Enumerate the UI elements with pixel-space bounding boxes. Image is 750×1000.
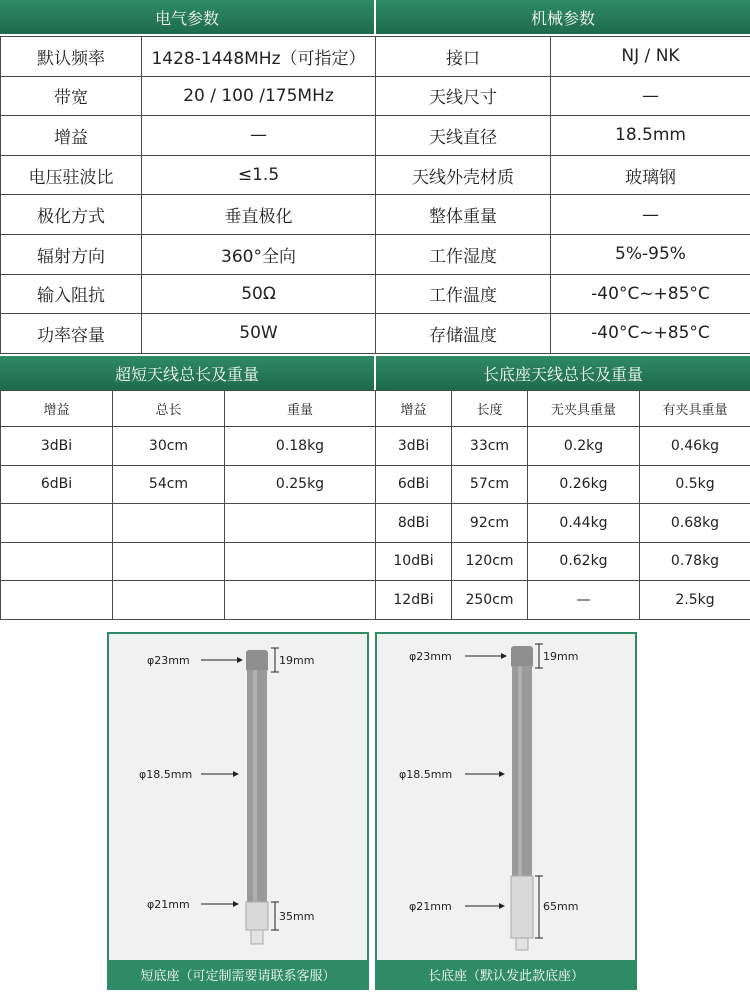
row-label-cell bbox=[1, 504, 113, 543]
value-cell: 0.78kg bbox=[640, 542, 750, 581]
spec-row bbox=[1, 274, 376, 314]
spec-row bbox=[376, 195, 750, 235]
column-header: 总长 bbox=[113, 391, 225, 427]
row-label-cell: 天线直径 bbox=[376, 116, 551, 156]
spec-row bbox=[376, 314, 750, 354]
value-cell: — bbox=[528, 581, 640, 620]
table-row bbox=[1, 504, 376, 543]
long-base-caption: 长底座（默认发此款底座） bbox=[377, 960, 635, 988]
value-cell: 0.18kg bbox=[225, 427, 376, 466]
body-diameter-label: φ18.5mm bbox=[399, 768, 453, 781]
spec-row bbox=[1, 314, 376, 354]
short-antenna-drawing bbox=[109, 634, 367, 964]
value-cell: 92cm bbox=[452, 504, 528, 543]
table-row bbox=[1, 427, 376, 466]
spec-row bbox=[1, 234, 376, 274]
value-cell: 0.5kg bbox=[640, 465, 750, 504]
value-cell: 玻璃钢 bbox=[551, 155, 750, 195]
header-row bbox=[376, 391, 750, 427]
value-cell: 0.2kg bbox=[528, 427, 640, 466]
value-cell: 18.5mm bbox=[551, 116, 750, 156]
value-cell: 0.68kg bbox=[640, 504, 750, 543]
body-diameter-label: φ18.5mm bbox=[139, 768, 193, 781]
antenna-connector bbox=[516, 938, 528, 950]
value-cell: -40°C~+85°C bbox=[551, 274, 750, 314]
column-header: 有夹具重量 bbox=[640, 391, 750, 427]
table-row bbox=[376, 504, 750, 543]
spec-row bbox=[1, 116, 376, 156]
base-diameter-label: φ21mm bbox=[409, 900, 452, 913]
table-row bbox=[376, 465, 750, 504]
top-diameter-label: φ23mm bbox=[409, 650, 452, 663]
column-header: 长度 bbox=[452, 391, 528, 427]
row-label-cell: 12dBi bbox=[376, 581, 452, 620]
spec-row bbox=[376, 76, 750, 116]
value-cell: 360°全向 bbox=[142, 234, 376, 274]
value-cell: 0.44kg bbox=[528, 504, 640, 543]
row-label-cell: 8dBi bbox=[376, 504, 452, 543]
top-diameter-label: φ23mm bbox=[147, 654, 190, 667]
value-cell bbox=[113, 581, 225, 620]
value-cell: 5%-95% bbox=[551, 234, 750, 274]
column-header: 重量 bbox=[225, 391, 376, 427]
row-label-cell: 6dBi bbox=[1, 465, 113, 504]
value-cell bbox=[113, 504, 225, 543]
table-row bbox=[1, 465, 376, 504]
row-label-cell: 6dBi bbox=[376, 465, 452, 504]
table-row bbox=[1, 581, 376, 620]
table-row bbox=[376, 581, 750, 620]
antenna-cap bbox=[246, 650, 268, 672]
spec-row bbox=[1, 155, 376, 195]
value-cell: — bbox=[142, 116, 376, 156]
short-base-header: 超短天线总长及重量 bbox=[0, 356, 374, 390]
spec-row bbox=[376, 155, 750, 195]
value-cell: 33cm bbox=[452, 427, 528, 466]
short-base-diagram-panel bbox=[107, 632, 369, 990]
column-header: 增益 bbox=[376, 391, 452, 427]
value-cell: 57cm bbox=[452, 465, 528, 504]
row-label-cell: 功率容量 bbox=[1, 314, 142, 354]
value-cell bbox=[225, 504, 376, 543]
electrical-table bbox=[0, 36, 376, 354]
antenna-connector bbox=[251, 930, 263, 944]
base-diameter-label: φ21mm bbox=[147, 898, 190, 911]
column-header: 无夹具重量 bbox=[528, 391, 640, 427]
row-label-cell: 天线尺寸 bbox=[376, 76, 551, 116]
long-base-header: 长底座天线总长及重量 bbox=[376, 356, 750, 390]
column-header: 增益 bbox=[1, 391, 113, 427]
short-base-table bbox=[0, 390, 376, 620]
row-label-cell: 电压驻波比 bbox=[1, 155, 142, 195]
value-cell: 50Ω bbox=[142, 274, 376, 314]
value-cell: 垂直极化 bbox=[142, 195, 376, 235]
row-label-cell: 带宽 bbox=[1, 76, 142, 116]
row-label-cell: 极化方式 bbox=[1, 195, 142, 235]
antenna-cap bbox=[511, 646, 533, 668]
header-row bbox=[1, 391, 376, 427]
table-row bbox=[376, 542, 750, 581]
value-cell: -40°C~+85°C bbox=[551, 314, 750, 354]
row-label-cell: 天线外壳材质 bbox=[376, 155, 551, 195]
mechanical-header: 机械参数 bbox=[376, 0, 750, 34]
row-label-cell: 3dBi bbox=[376, 427, 452, 466]
value-cell bbox=[225, 581, 376, 620]
long-base-table bbox=[375, 390, 750, 620]
antenna-base bbox=[511, 876, 533, 938]
row-label-cell bbox=[1, 542, 113, 581]
top-height-label: 19mm bbox=[279, 654, 315, 667]
spec-row bbox=[376, 37, 750, 77]
row-label-cell: 3dBi bbox=[1, 427, 113, 466]
long-antenna-drawing bbox=[377, 634, 635, 964]
value-cell: 0.26kg bbox=[528, 465, 640, 504]
value-cell: — bbox=[551, 195, 750, 235]
row-label-cell: 存储温度 bbox=[376, 314, 551, 354]
spec-row bbox=[376, 234, 750, 274]
top-height-label: 19mm bbox=[543, 650, 579, 663]
spec-row bbox=[1, 76, 376, 116]
row-label-cell: 整体重量 bbox=[376, 195, 551, 235]
value-cell: 0.25kg bbox=[225, 465, 376, 504]
row-label-cell: 输入阻抗 bbox=[1, 274, 142, 314]
spec-row bbox=[376, 274, 750, 314]
row-label-cell bbox=[1, 581, 113, 620]
row-label-cell: 增益 bbox=[1, 116, 142, 156]
mechanical-table bbox=[375, 36, 750, 354]
base-height-label: 65mm bbox=[543, 900, 579, 913]
base-height-label: 35mm bbox=[279, 910, 315, 923]
spec-row bbox=[1, 37, 376, 77]
spec-row bbox=[376, 116, 750, 156]
short-base-caption: 短底座（可定制需要请联系客服） bbox=[109, 960, 367, 988]
table-row bbox=[1, 542, 376, 581]
value-cell: — bbox=[551, 76, 750, 116]
value-cell: ≤1.5 bbox=[142, 155, 376, 195]
spec-row bbox=[1, 195, 376, 235]
value-cell: NJ / NK bbox=[551, 37, 750, 77]
value-cell: 50W bbox=[142, 314, 376, 354]
long-base-diagram-panel bbox=[375, 632, 637, 990]
row-label-cell: 接口 bbox=[376, 37, 551, 77]
value-cell: 1428-1448MHz（可指定） bbox=[142, 37, 376, 77]
antenna-base bbox=[246, 902, 268, 930]
value-cell: 0.62kg bbox=[528, 542, 640, 581]
value-cell bbox=[113, 542, 225, 581]
value-cell: 20 / 100 /175MHz bbox=[142, 76, 376, 116]
value-cell: 30cm bbox=[113, 427, 225, 466]
value-cell: 0.46kg bbox=[640, 427, 750, 466]
value-cell: 250cm bbox=[452, 581, 528, 620]
electrical-header: 电气参数 bbox=[0, 0, 374, 34]
value-cell: 54cm bbox=[113, 465, 225, 504]
row-label-cell: 10dBi bbox=[376, 542, 452, 581]
value-cell bbox=[225, 542, 376, 581]
value-cell: 2.5kg bbox=[640, 581, 750, 620]
value-cell: 120cm bbox=[452, 542, 528, 581]
row-label-cell: 辐射方向 bbox=[1, 234, 142, 274]
row-label-cell: 工作温度 bbox=[376, 274, 551, 314]
row-label-cell: 默认频率 bbox=[1, 37, 142, 77]
table-row bbox=[376, 427, 750, 466]
row-label-cell: 工作湿度 bbox=[376, 234, 551, 274]
